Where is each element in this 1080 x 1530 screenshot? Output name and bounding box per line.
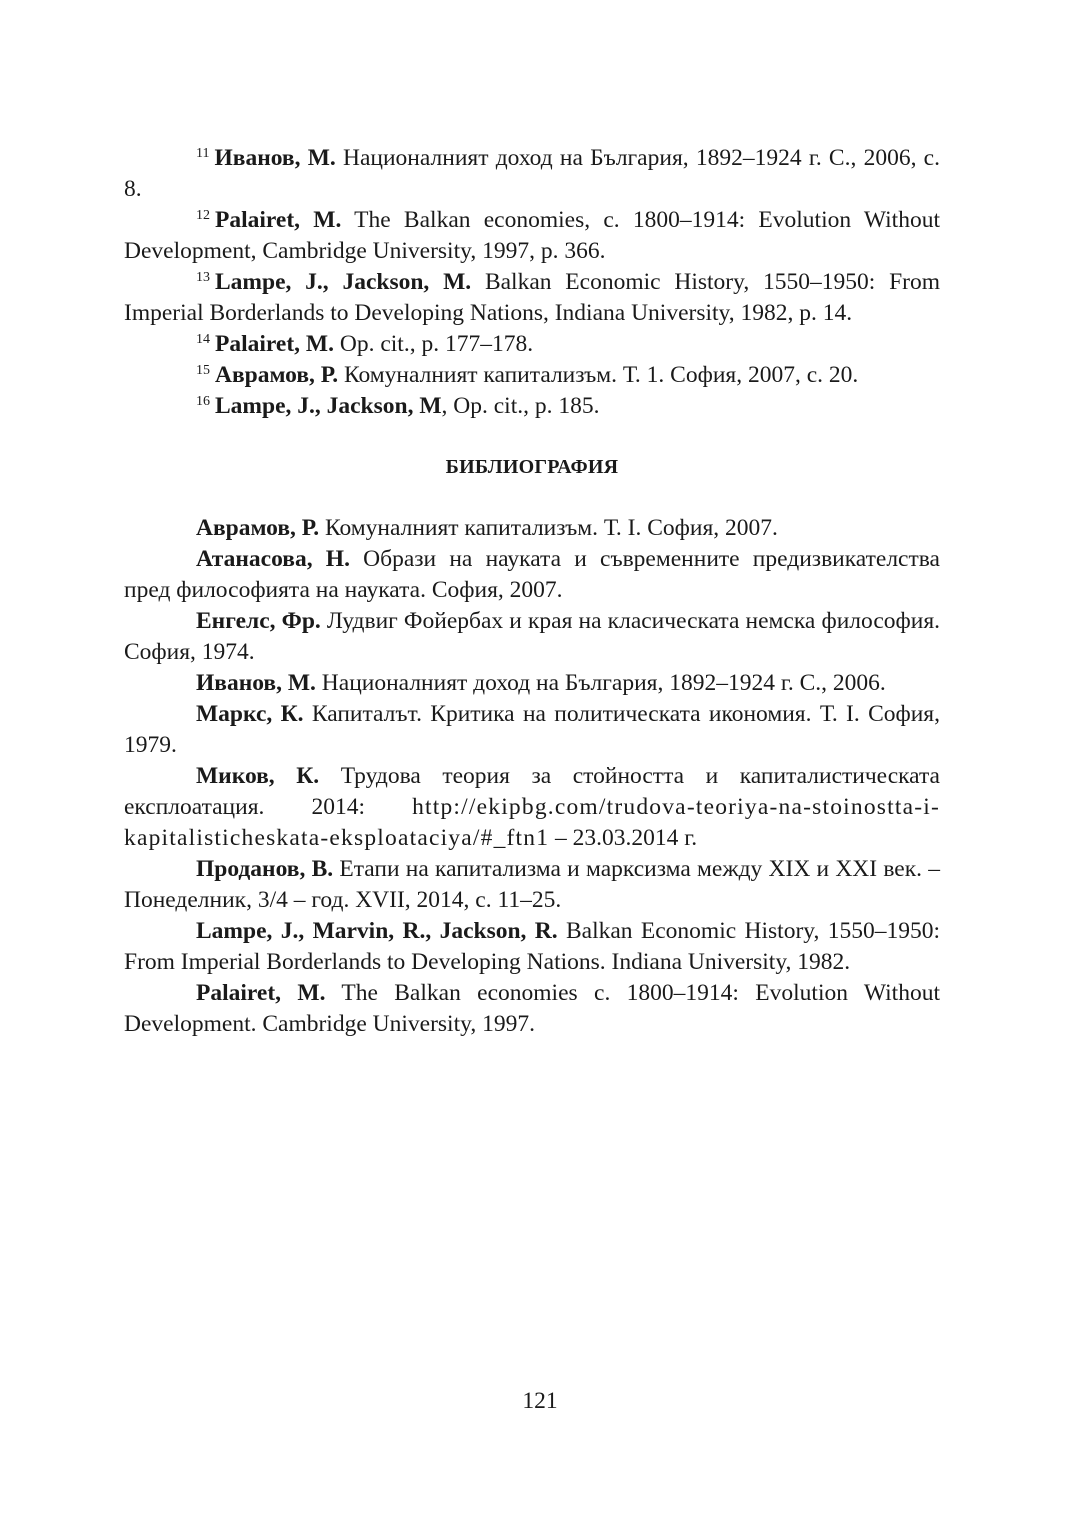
- footnote-number: 14: [196, 332, 210, 347]
- entry-author: Иванов, М.: [196, 670, 316, 696]
- bibliography-entry: [124, 606, 940, 668]
- entry-author: Аврамов, Р.: [196, 515, 320, 541]
- bibliography-entry: [124, 761, 940, 854]
- footnote-text: , Op. cit., p. 185.: [441, 393, 600, 419]
- entry-text: Balkan Economic History, 1550–1950: From Imperial Borderlands to Developing Nations. Indiana University, 1982.: [124, 918, 940, 975]
- bibliography-entry: [124, 916, 940, 978]
- footnote-14: [124, 329, 940, 360]
- entry-author: Миков, К.: [196, 763, 320, 789]
- footnote-author: Lampe, J., Jackson, M: [215, 393, 442, 419]
- entry-author: Проданов, В.: [196, 856, 334, 882]
- footnote-author: Palairet, M.: [215, 207, 342, 233]
- entry-text: Комуналният капитализъм. Т. І. София, 2007.: [319, 515, 778, 541]
- footnote-author: Иванов, М.: [214, 145, 336, 171]
- footnote-number: 11: [196, 146, 210, 161]
- entry-author: Енгелс, Фр.: [196, 608, 321, 634]
- footnote-author: Lampe, J., Jackson, M.: [215, 269, 472, 295]
- footnote-15: [124, 360, 940, 391]
- bibliography-entry: [124, 513, 940, 544]
- footnote-author: Аврамов, Р.: [215, 362, 339, 388]
- footnote-16: [124, 391, 940, 422]
- footnote-12: [124, 205, 940, 267]
- footnote-11: [124, 143, 940, 205]
- footnote-text: The Balkan economies, c. 1800–1914: Evolution Without Development, Cambridge University, 1997, p. 366.: [124, 207, 940, 264]
- footnote-text: Op. cit., p. 177–178.: [333, 331, 534, 357]
- page-number: 121: [522, 1388, 558, 1414]
- bibliography-entry: [124, 544, 940, 606]
- entry-author: Lampe, J., Marvin, R., Jackson, R.: [196, 918, 558, 944]
- footnote-number: 15: [196, 363, 210, 378]
- footnote-number: 12: [196, 208, 210, 223]
- entry-text: Лудвиг Фойербах и края на класическата немска философия. София, 1974.: [124, 608, 941, 665]
- bibliography-section: [124, 513, 940, 1040]
- entry-url-link[interactable]: http://ekipbg.com/trudova-teoriya-na-stoinostta-i-kapitalisticheskata-eksploataciya/#_ftn1: [124, 794, 940, 851]
- entry-author: Palairet, M.: [196, 980, 326, 1006]
- footnote-number: 16: [196, 394, 210, 409]
- entry-text: Националният доход на България, 1892–1924 г. С., 2006.: [315, 670, 886, 696]
- footnote-author: Palairet, M.: [215, 331, 334, 357]
- bibliography-entry: [124, 668, 940, 699]
- entry-text: Образи на науката и съвременните предизвикателства пред философията на науката. София, 2007.: [124, 546, 940, 603]
- footnote-number: 13: [196, 270, 210, 285]
- entry-text: Трудова теория за стойността и капиталистическата експлоатация. 2014:: [124, 763, 940, 820]
- entry-author: Атанасова, Н.: [196, 546, 350, 572]
- entry-author: Маркс, К.: [196, 701, 304, 727]
- bibliography-entry: [124, 978, 940, 1040]
- bibliography-entry: [124, 699, 940, 761]
- entry-text: The Balkan economies c. 1800–1914: Evolution Without Development. Cambridge University, 1997.: [124, 980, 940, 1037]
- footnote-text: Balkan Economic History, 1550–1950: From Imperial Borderlands to Developing Nations, Indiana University, 1982, p. 14.: [124, 269, 941, 326]
- bibliography-heading: БИБЛИОГРАФИЯ: [445, 456, 619, 478]
- bibliography-entry: [124, 854, 940, 916]
- entry-text: Капиталът. Критика на политическата икономия. Т. І. София, 1979.: [124, 701, 940, 758]
- entry-tail: – 23.03.2014 г.: [549, 825, 698, 851]
- footnote-text: Комуналният капитализъм. Т. 1. София, 2007, с. 20.: [338, 362, 859, 388]
- footnote-text: Националният доход на България, 1892–1924 г. С., 2006, с. 8.: [124, 145, 940, 202]
- footnote-13: [124, 267, 940, 329]
- footnotes-section: [124, 143, 940, 422]
- entry-text: Етапи на капитализма и марксизма между XIX и XXI век. – Понеделник, 3/4 – год. XVII, 2014, с. 11–25.: [124, 856, 940, 913]
